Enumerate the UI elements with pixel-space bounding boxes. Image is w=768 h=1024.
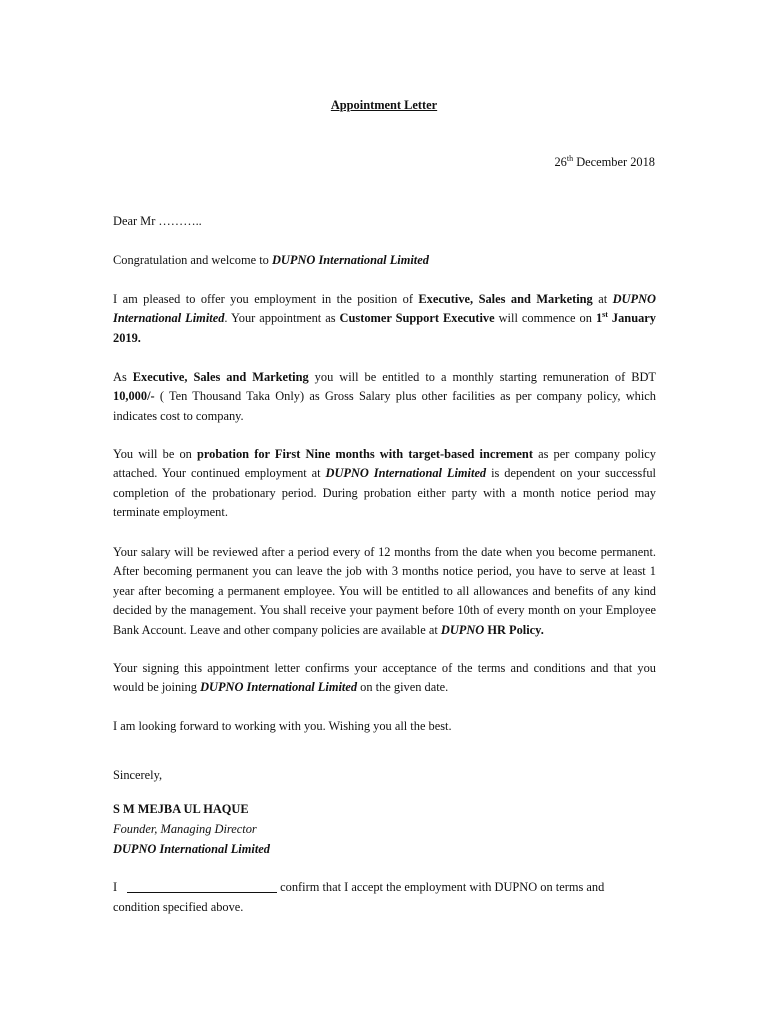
- para3-text-3: is dependent on your successful completion of the probationary period. During probation either party with a month notice period may terminate employment.: [113, 466, 656, 520]
- para5-text-2: on the given date.: [357, 680, 449, 695]
- letter-title: Appointment Letter: [330, 98, 438, 112]
- signatory-title: Founder, Managing Director: [113, 822, 257, 836]
- start-day: 1: [595, 311, 603, 326]
- salutation: Dear Mr ………..: [113, 214, 202, 228]
- greeting-text: Congratulation and welcome to: [113, 253, 272, 267]
- para1-company: DUPNO International Limited: [113, 292, 656, 326]
- letter-date: [456, 153, 655, 172]
- para2-text-2: you will be entitled to a monthly starting remuneration of BDT: [308, 370, 656, 384]
- signatory-company: DUPNO International Limited: [113, 842, 270, 856]
- para1-role: Customer Support Executive: [339, 311, 495, 326]
- date-rest: December 2018: [573, 155, 655, 169]
- paragraph-signing: [113, 659, 656, 698]
- para1-text-3: . Your appointment as: [224, 311, 340, 326]
- closing: Sincerely,: [113, 768, 163, 782]
- signatory-name: S M MEJBA UL HAQUE: [113, 802, 249, 816]
- para3-text-2: as per company policy attached. Your continued employment at: [113, 447, 656, 481]
- name-blank-field[interactable]: [127, 880, 277, 893]
- para1-text-2: at: [592, 292, 613, 306]
- start-rest: January 2019.: [113, 311, 656, 345]
- greeting-company: DUPNO International Limited: [271, 253, 429, 267]
- greeting: [113, 251, 656, 270]
- acceptance-text-1: confirm that I accept the employment with DUPNO on terms and: [280, 880, 605, 894]
- paragraph-closing-wish: I am looking forward to working with you. Wishing you all the best.: [113, 719, 452, 733]
- para3-probation: probation for First Nine months with target-based increment: [196, 447, 533, 461]
- para1-text-4: will commence on: [494, 311, 596, 326]
- para2-position: Executive, Sales and Marketing: [132, 370, 309, 384]
- paragraph-remuneration: [113, 368, 656, 426]
- para1-text-1: I am pleased to offer you employment in the position of: [113, 292, 419, 306]
- para2-text-1: As: [113, 370, 133, 384]
- acceptance-line-2: condition specified above.: [113, 900, 244, 914]
- para2-text-3: ( Ten Thousand Taka Only) as Gross Salary plus other facilities as per company policy, which indicates cost to company.: [113, 389, 656, 423]
- para4-text-1: Your salary will be reviewed after a period every of 12 months from the date when you become permanent. After becoming permanent you can leave the job with 3 months notice period, you have to serve at least 1 year after becoming a permanent employee. You will be entitled to all allowances and benefits of any kind decided by the management. You shall receive your payment before 10th of every month on your Employee Bank Account. Leave and other company policies are available at: [113, 545, 656, 637]
- para4-policy: HR Policy.: [484, 622, 544, 637]
- paragraph-probation: [113, 445, 656, 523]
- para3-company: DUPNO International Limited: [325, 466, 487, 481]
- paragraph-offer: [113, 290, 656, 348]
- acceptance-line: [113, 878, 656, 897]
- para4-brand: DUPNO: [440, 622, 485, 637]
- date-day: 26: [554, 155, 567, 169]
- date-suffix: th: [566, 154, 574, 163]
- start-suffix: st: [602, 310, 608, 320]
- para5-text-1: Your signing this appointment letter confirms your acceptance of the terms and conditions and that you would be joining: [113, 661, 656, 695]
- acceptance-prefix: I: [113, 880, 118, 894]
- para1-position: Executive, Sales and Marketing: [418, 292, 593, 306]
- para3-text-1: You will be on: [113, 447, 197, 461]
- para2-amount: 10,000/-: [113, 389, 155, 404]
- para5-company: DUPNO International Limited: [200, 680, 358, 695]
- paragraph-salary-review: [113, 543, 656, 640]
